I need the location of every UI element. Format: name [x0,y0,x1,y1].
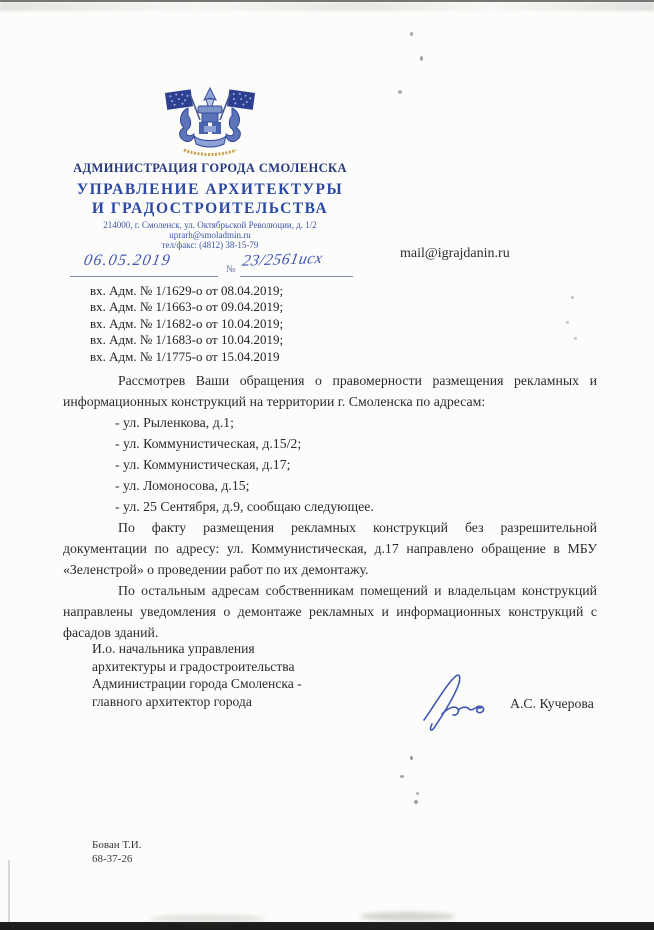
scan-speck [416,792,419,795]
signature-title-line: И.о. начальника управления [92,641,255,656]
scan-speck [410,756,413,760]
number-sign: № [226,264,236,275]
scan-speck [574,337,577,340]
scan-speck [414,800,418,804]
recipient-email: mail@igrajdanin.ru [400,246,510,261]
scan-smudge [150,915,265,922]
body-paragraph: По факту размещения рекламных конструкций без разрешительной документации по адресу: ул. Коммунистическая, д.17 направлено обращение в МБУ «Зеленстрой» о проведении работ по их демонтажу. [63,520,597,577]
address-list-item: - ул. Рыленкова, д.1; [115,415,234,430]
scan-bottom-edge [0,922,654,930]
date-underline [70,276,218,277]
signature-title-line: главного архитектор города [92,693,252,709]
scan-top-smudge [0,2,654,11]
signature-title-line: архитектуры и градостроительства [92,658,295,674]
incoming-ref-item: вх. Адм. № 1/1775-о от 15.04.2019 [90,348,280,364]
smolensk-coat-of-arms-icon [158,86,262,160]
scan-smudge [360,912,455,921]
executor-phone: 68-37-26 [92,853,133,865]
scan-speck [566,321,569,324]
letterhead-email: uprarh@smoladmin.ru [169,229,251,240]
incoming-ref-item: вх. Адм. № 1/1683-о от 10.04.2019; [90,332,284,348]
handwritten-date: 06.05.2019 [82,252,173,269]
dept-name-line2: И ГРАДОСТРОИТЕЛЬСТВА [91,200,329,217]
body-paragraph: Рассмотрев Ваши обращения о правомерности размещения рекламных и информационных конструкций на территории г. Смоленска по адресам: [63,373,597,409]
org-name: АДМИНИСТРАЦИЯ ГОРОДА СМОЛЕНСКА [73,161,347,175]
incoming-ref-item: вх. Адм. № 1/1663-о от 09.04.2019; [90,299,284,315]
scan-speck [571,296,574,299]
dept-name-line1: УПРАВЛЕНИЕ АРХИТЕКТУРЫ [76,181,344,198]
signatory-name: А.С. Кучерова [510,696,594,711]
number-underline [240,276,353,277]
handwritten-number: 23/2561исх [241,250,325,270]
address-list-item: - ул. 25 Сентября, д.9, сообщаю следующее. [115,499,374,514]
scan-speck [400,775,404,778]
incoming-ref-list [90,283,283,365]
incoming-ref-item: вх. Адм. № 1/1682-о от 10.04.2019; [90,315,284,331]
executor-block [92,838,141,866]
address-list-item: - ул. Ломоносова, д.15; [115,478,250,493]
scan-speck [420,56,423,61]
incoming-ref-item: вх. Адм. № 1/1629-о от 08.04.2019; [90,283,284,298]
address-list-item: - ул. Коммунистическая, д.17; [115,457,291,472]
executor-name: Бован Т.И. [92,839,142,851]
scan-speck [398,90,402,94]
body-paragraph: По остальным адресам собственникам помещений и владельцам конструкций направлены уведомления о демонтаже рекламных и информационных конструкций с фасадов зданий. [63,583,597,640]
address-list-item: - ул. Коммунистическая, д.15/2; [115,436,302,451]
letterhead-contact [40,221,380,250]
address-list [63,412,597,517]
handwritten-signature-icon [418,672,504,734]
signature-title [92,640,302,710]
letterhead-address: 214000, г. Смоленск, ул. Октябрьской Революции, д. 1/2 [103,220,317,230]
scan-left-edge [8,860,10,922]
scan-speck [410,32,413,36]
letter-body [63,370,597,643]
letterhead-phone: тел/факс: (4812) 38-15-79 [161,239,259,250]
signature-title-line: Администрации города Смоленска - [92,676,302,692]
